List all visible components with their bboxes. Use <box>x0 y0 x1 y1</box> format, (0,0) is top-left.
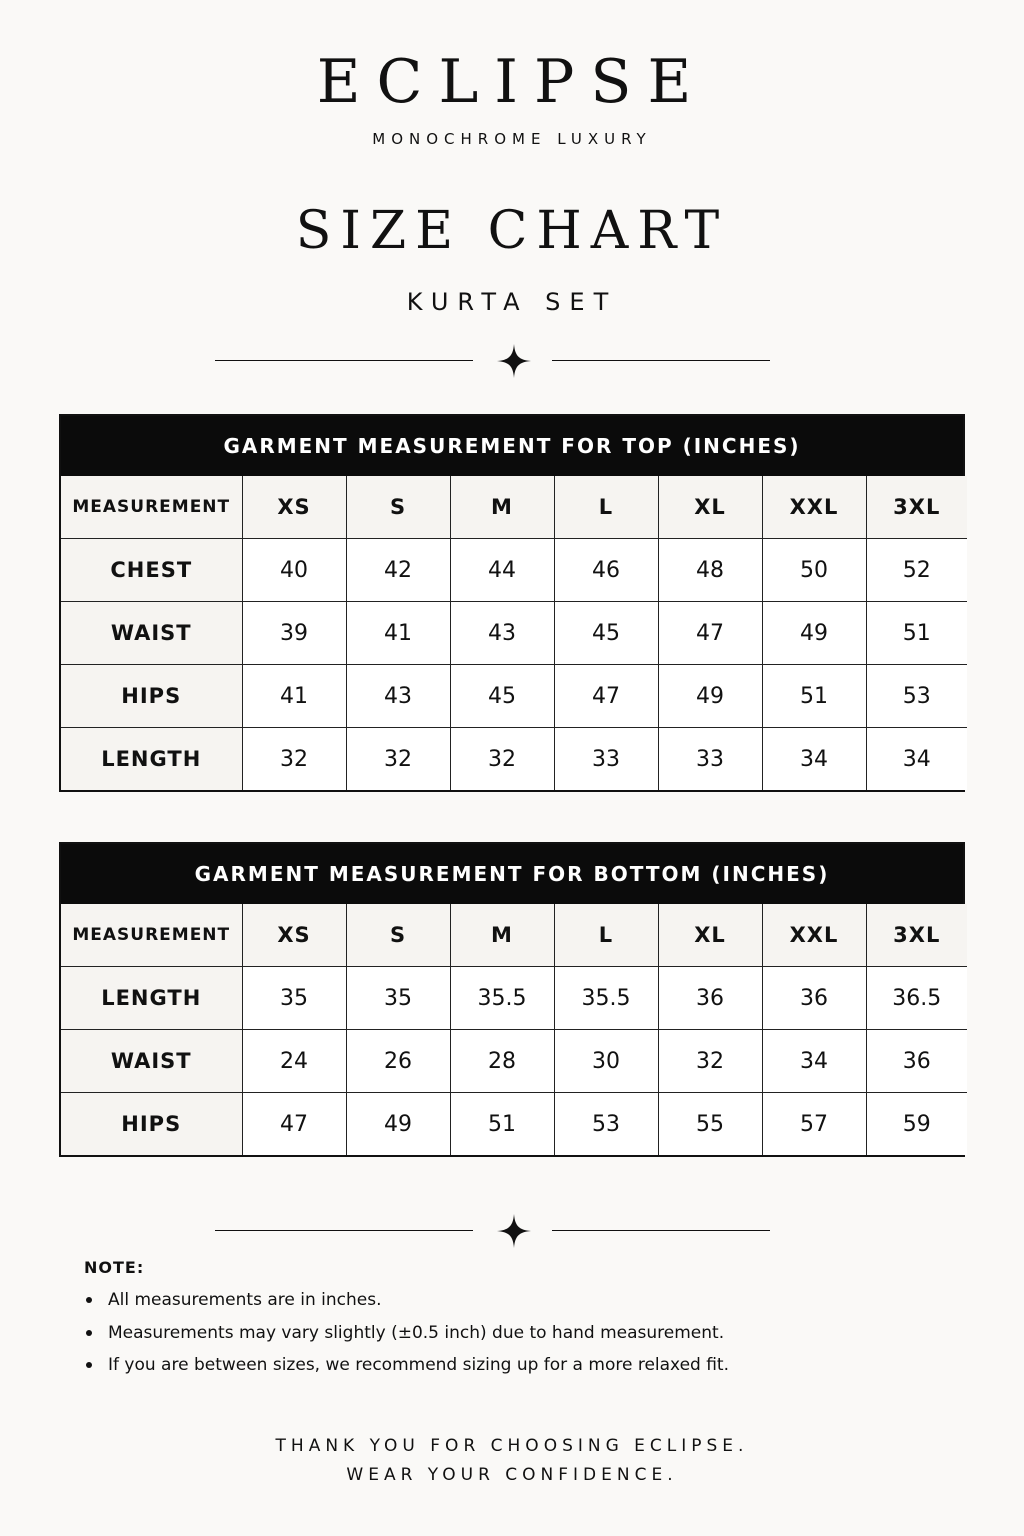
size-header-m: M <box>450 904 554 967</box>
table-cell: 36 <box>658 967 762 1030</box>
table-cell: 50 <box>762 539 866 602</box>
divider-line-right <box>552 1230 770 1231</box>
size-header-xxl: XXL <box>762 476 866 539</box>
bottom-table-title: GARMENT MEASUREMENT FOR BOTTOM (INCHES) <box>61 844 963 904</box>
table-cell: 32 <box>242 728 346 791</box>
table-cell: 44 <box>450 539 554 602</box>
table-cell: 53 <box>866 665 967 728</box>
table-cell: 34 <box>866 728 967 791</box>
table-row-chest <box>61 539 967 602</box>
size-header-l: L <box>554 904 658 967</box>
table-row-waist <box>61 1030 967 1093</box>
table-cell: 41 <box>242 665 346 728</box>
table-cell: 36 <box>762 967 866 1030</box>
table-cell: 59 <box>866 1093 967 1156</box>
bullet-dot-icon <box>86 1362 92 1368</box>
size-header-xl: XL <box>658 476 762 539</box>
brand-tagline: MONOCHROME LUXURY <box>372 130 652 148</box>
footer-thanks: THANK YOU FOR CHOOSING ECLIPSE. <box>275 1436 749 1456</box>
note-text: If you are between sizes, we recommend sizing up for a more relaxed fit. <box>108 1355 730 1375</box>
measurement-header: MEASUREMENT <box>61 476 242 539</box>
bottom-divider <box>0 1211 1024 1251</box>
table-cell: 52 <box>866 539 967 602</box>
table-header-row <box>61 904 967 967</box>
page-subtitle: KURTA SET <box>406 288 618 316</box>
table-cell: 57 <box>762 1093 866 1156</box>
divider-line-right <box>552 360 770 361</box>
top-divider <box>0 341 1024 381</box>
table-header-row <box>61 476 967 539</box>
table-cell: 34 <box>762 1030 866 1093</box>
page-title: SIZE CHART <box>295 201 729 261</box>
table-cell: 55 <box>658 1093 762 1156</box>
divider-line-left <box>215 1230 473 1231</box>
table-cell: 51 <box>866 602 967 665</box>
top-measurement-section <box>59 414 965 792</box>
row-label: LENGTH <box>61 967 242 1030</box>
table-cell: 46 <box>554 539 658 602</box>
table-row-length <box>61 728 967 791</box>
table-cell: 33 <box>554 728 658 791</box>
size-header-xs: XS <box>242 476 346 539</box>
note-label: NOTE: <box>84 1258 145 1277</box>
table-cell: 49 <box>762 602 866 665</box>
table-cell: 33 <box>658 728 762 791</box>
table-cell: 35.5 <box>554 967 658 1030</box>
top-measurement-table <box>61 476 967 790</box>
table-row-length <box>61 967 967 1030</box>
table-cell: 41 <box>346 602 450 665</box>
size-header-s: S <box>346 476 450 539</box>
footer-slogan: WEAR YOUR CONFIDENCE. <box>346 1465 678 1485</box>
table-cell: 48 <box>658 539 762 602</box>
sparkle-star-icon <box>497 344 531 378</box>
table-cell: 35 <box>242 967 346 1030</box>
table-cell: 43 <box>450 602 554 665</box>
row-label: CHEST <box>61 539 242 602</box>
size-header-xs: XS <box>242 904 346 967</box>
table-cell: 34 <box>762 728 866 791</box>
table-row-waist <box>61 602 967 665</box>
table-cell: 35 <box>346 967 450 1030</box>
row-label: WAIST <box>61 1030 242 1093</box>
table-cell: 40 <box>242 539 346 602</box>
table-cell: 35.5 <box>450 967 554 1030</box>
table-cell: 49 <box>346 1093 450 1156</box>
table-cell: 36.5 <box>866 967 967 1030</box>
table-cell: 47 <box>554 665 658 728</box>
size-header-xl: XL <box>658 904 762 967</box>
note-item <box>84 1290 729 1323</box>
row-label: LENGTH <box>61 728 242 791</box>
table-cell: 28 <box>450 1030 554 1093</box>
row-label: WAIST <box>61 602 242 665</box>
table-cell: 53 <box>554 1093 658 1156</box>
bullet-dot-icon <box>86 1297 92 1303</box>
size-header-3xl: 3XL <box>866 904 967 967</box>
table-cell: 26 <box>346 1030 450 1093</box>
note-text: All measurements are in inches. <box>108 1290 382 1310</box>
brand-name: ECLIPSE <box>316 47 708 117</box>
table-cell: 30 <box>554 1030 658 1093</box>
table-cell: 24 <box>242 1030 346 1093</box>
table-cell: 36 <box>866 1030 967 1093</box>
top-table-title: GARMENT MEASUREMENT FOR TOP (INCHES) <box>61 416 963 476</box>
notes-list <box>84 1290 729 1388</box>
table-cell: 47 <box>658 602 762 665</box>
note-item <box>84 1355 729 1388</box>
divider-line-left <box>215 360 473 361</box>
table-cell: 51 <box>450 1093 554 1156</box>
size-header-l: L <box>554 476 658 539</box>
table-row-hips <box>61 1093 967 1156</box>
table-cell: 43 <box>346 665 450 728</box>
note-text: Measurements may vary slightly (±0.5 inch) due to hand measurement. <box>108 1322 725 1343</box>
table-cell: 32 <box>450 728 554 791</box>
table-cell: 51 <box>762 665 866 728</box>
table-cell: 39 <box>242 602 346 665</box>
size-header-s: S <box>346 904 450 967</box>
table-row-hips <box>61 665 967 728</box>
measurement-header: MEASUREMENT <box>61 904 242 967</box>
size-header-m: M <box>450 476 554 539</box>
bottom-measurement-table <box>61 904 967 1155</box>
bottom-measurement-section <box>59 842 965 1157</box>
row-label: HIPS <box>61 665 242 728</box>
table-cell: 32 <box>346 728 450 791</box>
sparkle-star-icon <box>497 1214 531 1248</box>
table-cell: 49 <box>658 665 762 728</box>
note-item <box>84 1323 729 1356</box>
size-header-3xl: 3XL <box>866 476 967 539</box>
table-cell: 45 <box>450 665 554 728</box>
table-cell: 32 <box>658 1030 762 1093</box>
table-cell: 45 <box>554 602 658 665</box>
table-cell: 42 <box>346 539 450 602</box>
bullet-dot-icon <box>86 1330 92 1336</box>
row-label: HIPS <box>61 1093 242 1156</box>
size-header-xxl: XXL <box>762 904 866 967</box>
table-cell: 47 <box>242 1093 346 1156</box>
